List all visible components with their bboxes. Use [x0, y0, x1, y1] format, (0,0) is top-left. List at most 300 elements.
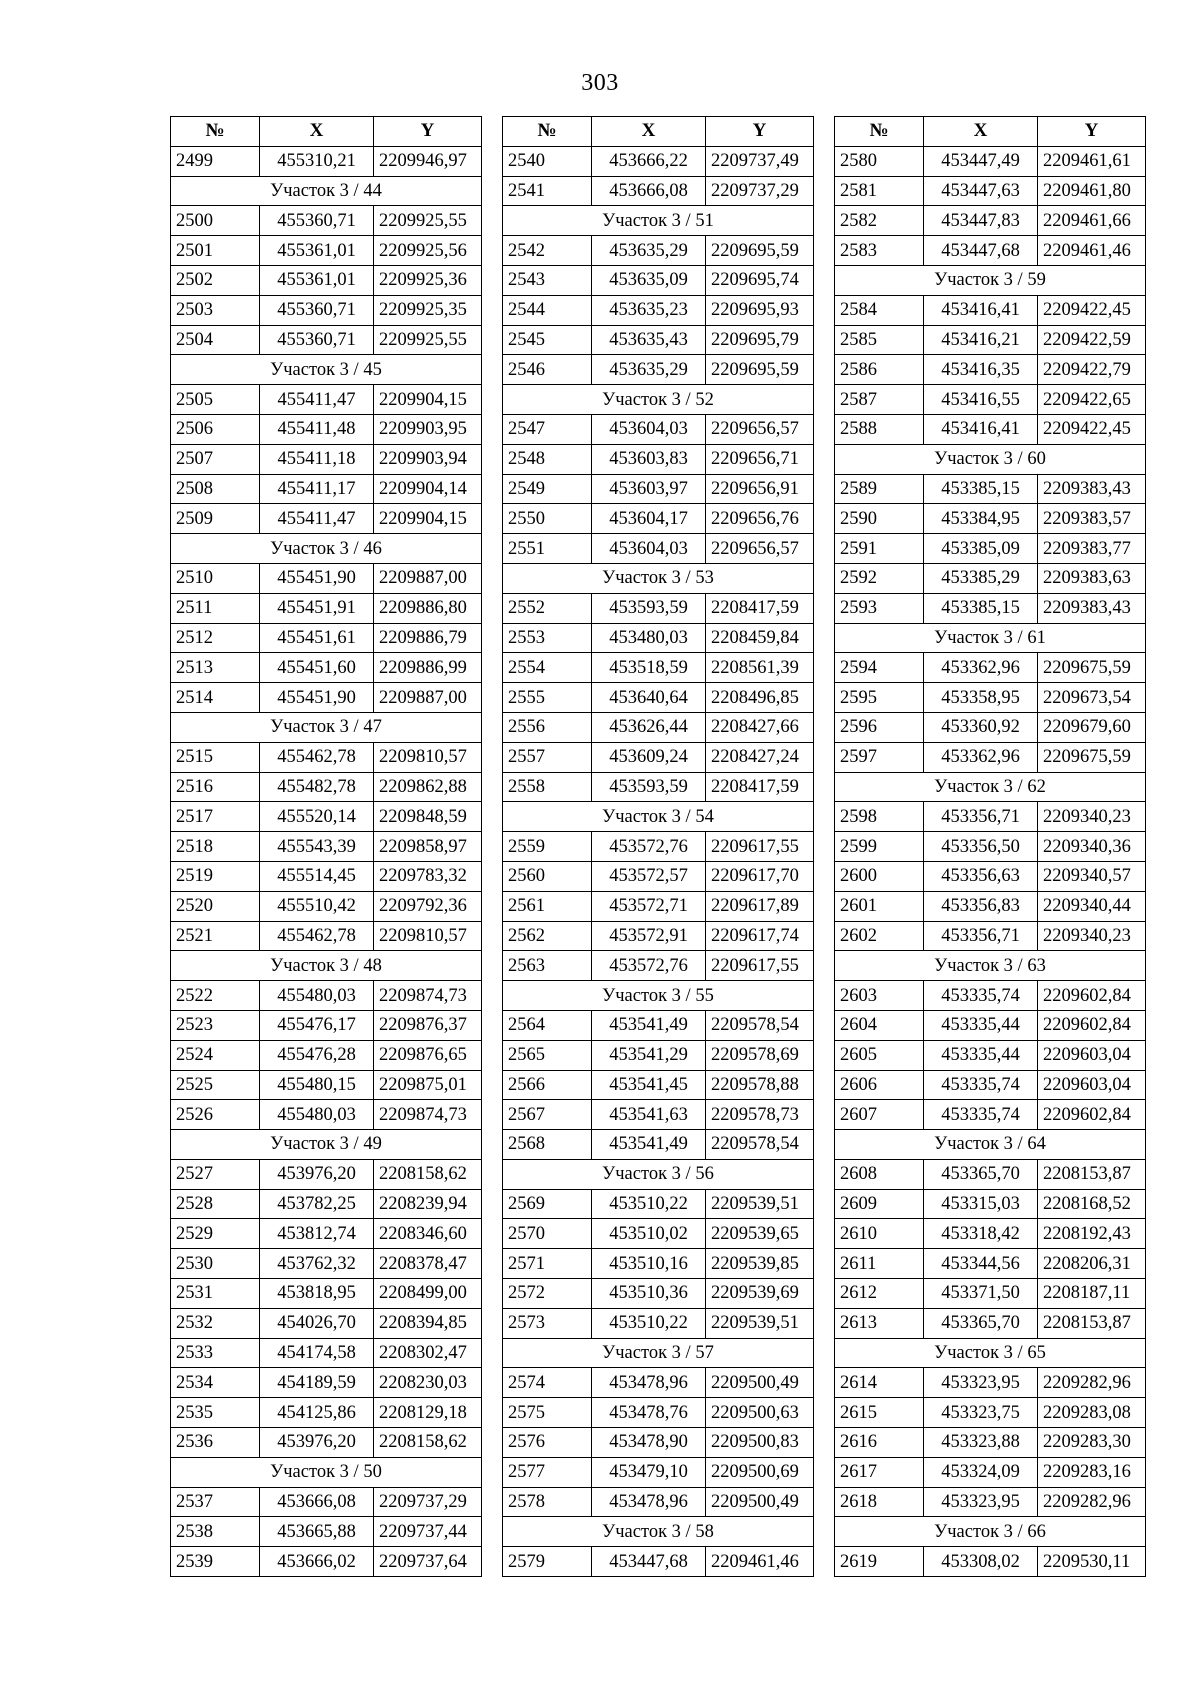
y-coordinate: 2208302,47 — [374, 1338, 482, 1368]
x-coordinate: 453635,23 — [592, 295, 706, 325]
table-row — [835, 1308, 1146, 1338]
x-coordinate: 453604,03 — [592, 414, 706, 444]
y-coordinate: 2209946,97 — [374, 146, 482, 176]
point-number: 2517 — [171, 802, 260, 832]
x-coordinate: 453782,25 — [260, 1189, 374, 1219]
y-coordinate: 2209283,08 — [1038, 1398, 1146, 1428]
y-coordinate: 2209925,55 — [374, 206, 482, 236]
point-number: 2614 — [835, 1368, 924, 1398]
point-number: 2504 — [171, 325, 260, 355]
y-coordinate: 2208378,47 — [374, 1249, 482, 1279]
x-coordinate: 454174,58 — [260, 1338, 374, 1368]
point-number: 2530 — [171, 1249, 260, 1279]
table-row — [503, 1368, 814, 1398]
y-coordinate: 2209656,91 — [706, 474, 814, 504]
x-coordinate: 455361,01 — [260, 265, 374, 295]
x-coordinate: 453447,83 — [924, 206, 1038, 236]
point-number: 2508 — [171, 474, 260, 504]
point-number: 2573 — [503, 1308, 592, 1338]
y-coordinate: 2209383,57 — [1038, 504, 1146, 534]
table-row — [171, 444, 482, 474]
point-number: 2523 — [171, 1010, 260, 1040]
x-coordinate: 453626,44 — [592, 712, 706, 742]
header-y: Y — [374, 117, 482, 147]
y-coordinate: 2209602,84 — [1038, 1010, 1146, 1040]
y-coordinate: 2209539,51 — [706, 1308, 814, 1338]
point-number: 2594 — [835, 653, 924, 683]
point-number: 2510 — [171, 563, 260, 593]
y-coordinate: 2209578,88 — [706, 1070, 814, 1100]
section-title: Участок 3 / 44 — [171, 176, 482, 206]
table-row — [503, 1308, 814, 1338]
x-coordinate: 453635,43 — [592, 325, 706, 355]
x-coordinate: 455462,78 — [260, 742, 374, 772]
table-row — [171, 1249, 482, 1279]
section-row — [835, 772, 1146, 802]
point-number: 2579 — [503, 1547, 592, 1577]
section-title: Участок 3 / 52 — [503, 385, 814, 415]
table-row — [171, 385, 482, 415]
y-coordinate: 2209886,80 — [374, 593, 482, 623]
y-coordinate: 2208499,00 — [374, 1279, 482, 1309]
x-coordinate: 455360,71 — [260, 295, 374, 325]
point-number: 2553 — [503, 623, 592, 653]
y-coordinate: 2208187,11 — [1038, 1279, 1146, 1309]
point-number: 2600 — [835, 861, 924, 891]
point-number: 2532 — [171, 1308, 260, 1338]
y-coordinate: 2209461,46 — [1038, 236, 1146, 266]
y-coordinate: 2209500,83 — [706, 1428, 814, 1458]
x-coordinate: 454026,70 — [260, 1308, 374, 1338]
table-row — [171, 563, 482, 593]
table-row — [503, 742, 814, 772]
x-coordinate: 453812,74 — [260, 1219, 374, 1249]
table-row — [835, 802, 1146, 832]
section-row — [171, 951, 482, 981]
table-row — [503, 1010, 814, 1040]
x-coordinate: 455310,21 — [260, 146, 374, 176]
section-row — [503, 563, 814, 593]
y-coordinate: 2209617,74 — [706, 921, 814, 951]
point-number: 2514 — [171, 683, 260, 713]
point-number: 2518 — [171, 832, 260, 862]
point-number: 2571 — [503, 1249, 592, 1279]
table-row — [503, 1249, 814, 1279]
y-coordinate: 2209340,23 — [1038, 802, 1146, 832]
section-row — [503, 1517, 814, 1547]
table-row — [171, 742, 482, 772]
point-number: 2560 — [503, 861, 592, 891]
y-coordinate: 2209810,57 — [374, 921, 482, 951]
table-header-row — [171, 117, 482, 147]
section-row — [835, 1517, 1146, 1547]
table-row — [171, 265, 482, 295]
y-coordinate: 2209461,66 — [1038, 206, 1146, 236]
x-coordinate: 453593,59 — [592, 772, 706, 802]
table-row — [171, 1279, 482, 1309]
point-number: 2613 — [835, 1308, 924, 1338]
table-row — [171, 683, 482, 713]
table-row — [171, 802, 482, 832]
table-row — [503, 474, 814, 504]
y-coordinate: 2208158,62 — [374, 1428, 482, 1458]
point-number: 2548 — [503, 444, 592, 474]
point-number: 2503 — [171, 295, 260, 325]
y-coordinate: 2209422,45 — [1038, 414, 1146, 444]
table-row — [835, 1219, 1146, 1249]
y-coordinate: 2209603,04 — [1038, 1040, 1146, 1070]
x-coordinate: 453447,68 — [592, 1547, 706, 1577]
point-number: 2575 — [503, 1398, 592, 1428]
x-coordinate: 453356,83 — [924, 891, 1038, 921]
x-coordinate: 453416,41 — [924, 295, 1038, 325]
table-row — [835, 146, 1146, 176]
section-row — [835, 265, 1146, 295]
x-coordinate: 455476,28 — [260, 1040, 374, 1070]
table-row — [835, 712, 1146, 742]
point-number: 2551 — [503, 534, 592, 564]
x-coordinate: 455360,71 — [260, 325, 374, 355]
table-row — [171, 1368, 482, 1398]
y-coordinate: 2208459,84 — [706, 623, 814, 653]
point-number: 2588 — [835, 414, 924, 444]
x-coordinate: 453385,29 — [924, 563, 1038, 593]
x-coordinate: 455411,17 — [260, 474, 374, 504]
y-coordinate: 2209874,73 — [374, 1100, 482, 1130]
x-coordinate: 455520,14 — [260, 802, 374, 832]
point-number: 2499 — [171, 146, 260, 176]
y-coordinate: 2208417,59 — [706, 772, 814, 802]
table-row — [503, 1040, 814, 1070]
y-coordinate: 2209737,44 — [374, 1517, 482, 1547]
point-number: 2615 — [835, 1398, 924, 1428]
x-coordinate: 453572,71 — [592, 891, 706, 921]
x-coordinate: 453572,57 — [592, 861, 706, 891]
x-coordinate: 453572,76 — [592, 832, 706, 862]
x-coordinate: 453447,49 — [924, 146, 1038, 176]
section-row — [171, 534, 482, 564]
point-number: 2511 — [171, 593, 260, 623]
x-coordinate: 453666,08 — [592, 176, 706, 206]
x-coordinate: 453478,90 — [592, 1428, 706, 1458]
point-number: 2610 — [835, 1219, 924, 1249]
point-number: 2584 — [835, 295, 924, 325]
y-coordinate: 2209903,95 — [374, 414, 482, 444]
x-coordinate: 453666,08 — [260, 1487, 374, 1517]
y-coordinate: 2209603,04 — [1038, 1070, 1146, 1100]
y-coordinate: 2208158,62 — [374, 1159, 482, 1189]
y-coordinate: 2209282,96 — [1038, 1368, 1146, 1398]
table-row — [835, 1070, 1146, 1100]
y-coordinate: 2209695,93 — [706, 295, 814, 325]
x-coordinate: 453447,68 — [924, 236, 1038, 266]
y-coordinate: 2209340,57 — [1038, 861, 1146, 891]
y-coordinate: 2209695,59 — [706, 355, 814, 385]
section-row — [503, 385, 814, 415]
point-number: 2592 — [835, 563, 924, 593]
x-coordinate: 455510,42 — [260, 891, 374, 921]
x-coordinate: 453666,02 — [260, 1547, 374, 1577]
table-row — [171, 891, 482, 921]
y-coordinate: 2209500,49 — [706, 1487, 814, 1517]
point-number: 2604 — [835, 1010, 924, 1040]
table-row — [503, 683, 814, 713]
table-row — [503, 1457, 814, 1487]
table-row — [835, 832, 1146, 862]
point-number: 2562 — [503, 921, 592, 951]
table-row — [171, 1100, 482, 1130]
y-coordinate: 2208427,66 — [706, 712, 814, 742]
point-number: 2569 — [503, 1189, 592, 1219]
header-x: X — [924, 117, 1038, 147]
y-coordinate: 2209602,84 — [1038, 981, 1146, 1011]
x-coordinate: 453416,21 — [924, 325, 1038, 355]
x-coordinate: 455360,71 — [260, 206, 374, 236]
y-coordinate: 2209383,77 — [1038, 534, 1146, 564]
y-coordinate: 2208346,60 — [374, 1219, 482, 1249]
y-coordinate: 2209904,15 — [374, 385, 482, 415]
x-coordinate: 453479,10 — [592, 1457, 706, 1487]
table-row — [171, 593, 482, 623]
y-coordinate: 2209539,69 — [706, 1279, 814, 1309]
y-coordinate: 2209617,70 — [706, 861, 814, 891]
y-coordinate: 2208239,94 — [374, 1189, 482, 1219]
point-number: 2526 — [171, 1100, 260, 1130]
x-coordinate: 453603,83 — [592, 444, 706, 474]
y-coordinate: 2209887,00 — [374, 563, 482, 593]
point-number: 2538 — [171, 1517, 260, 1547]
table-row — [171, 772, 482, 802]
x-coordinate: 455462,78 — [260, 921, 374, 951]
x-coordinate: 453510,16 — [592, 1249, 706, 1279]
point-number: 2568 — [503, 1130, 592, 1160]
point-number: 2606 — [835, 1070, 924, 1100]
y-coordinate: 2209530,11 — [1038, 1547, 1146, 1577]
x-coordinate: 453323,88 — [924, 1428, 1038, 1458]
x-coordinate: 453362,96 — [924, 653, 1038, 683]
point-number: 2582 — [835, 206, 924, 236]
section-title: Участок 3 / 63 — [835, 951, 1146, 981]
x-coordinate: 453478,96 — [592, 1368, 706, 1398]
table-row — [835, 1487, 1146, 1517]
table-row — [503, 534, 814, 564]
point-number: 2595 — [835, 683, 924, 713]
x-coordinate: 453362,96 — [924, 742, 1038, 772]
table-row — [171, 623, 482, 653]
x-coordinate: 455480,03 — [260, 1100, 374, 1130]
y-coordinate: 2209925,35 — [374, 295, 482, 325]
section-title: Участок 3 / 50 — [171, 1457, 482, 1487]
table-row — [835, 891, 1146, 921]
x-coordinate: 453323,95 — [924, 1368, 1038, 1398]
x-coordinate: 453541,45 — [592, 1070, 706, 1100]
y-coordinate: 2209887,00 — [374, 683, 482, 713]
y-coordinate: 2209886,99 — [374, 653, 482, 683]
section-row — [171, 712, 482, 742]
y-coordinate: 2209679,60 — [1038, 712, 1146, 742]
table-row — [503, 325, 814, 355]
header-x: X — [592, 117, 706, 147]
x-coordinate: 455411,47 — [260, 385, 374, 415]
point-number: 2599 — [835, 832, 924, 862]
x-coordinate: 453572,91 — [592, 921, 706, 951]
y-coordinate: 2209383,43 — [1038, 593, 1146, 623]
section-row — [503, 1159, 814, 1189]
x-coordinate: 453318,42 — [924, 1219, 1038, 1249]
y-coordinate: 2209617,55 — [706, 832, 814, 862]
table-row — [171, 832, 482, 862]
y-coordinate: 2208427,24 — [706, 742, 814, 772]
point-number: 2593 — [835, 593, 924, 623]
table-row — [835, 295, 1146, 325]
y-coordinate: 2209383,63 — [1038, 563, 1146, 593]
x-coordinate: 455480,03 — [260, 981, 374, 1011]
y-coordinate: 2209283,30 — [1038, 1428, 1146, 1458]
y-coordinate: 2209422,59 — [1038, 325, 1146, 355]
section-title: Участок 3 / 59 — [835, 265, 1146, 295]
x-coordinate: 453416,35 — [924, 355, 1038, 385]
y-coordinate: 2209461,46 — [706, 1547, 814, 1577]
section-row — [835, 1338, 1146, 1368]
y-coordinate: 2209461,80 — [1038, 176, 1146, 206]
x-coordinate: 453510,36 — [592, 1279, 706, 1309]
table-row — [503, 712, 814, 742]
table-row — [171, 1428, 482, 1458]
x-coordinate: 455514,45 — [260, 861, 374, 891]
x-coordinate: 455451,61 — [260, 623, 374, 653]
point-number: 2563 — [503, 951, 592, 981]
x-coordinate: 453609,24 — [592, 742, 706, 772]
table-row — [503, 1428, 814, 1458]
x-coordinate: 453335,74 — [924, 1070, 1038, 1100]
table-row — [835, 534, 1146, 564]
table-row — [835, 236, 1146, 266]
y-coordinate: 2208153,87 — [1038, 1308, 1146, 1338]
x-coordinate: 453635,29 — [592, 355, 706, 385]
table-row — [503, 265, 814, 295]
y-coordinate: 2209876,37 — [374, 1010, 482, 1040]
table-row — [503, 1398, 814, 1428]
point-number: 2577 — [503, 1457, 592, 1487]
y-coordinate: 2209602,84 — [1038, 1100, 1146, 1130]
point-number: 2521 — [171, 921, 260, 951]
x-coordinate: 453356,71 — [924, 921, 1038, 951]
table-row — [171, 474, 482, 504]
y-coordinate: 2209874,73 — [374, 981, 482, 1011]
y-coordinate: 2209675,59 — [1038, 653, 1146, 683]
point-number: 2601 — [835, 891, 924, 921]
table-row — [835, 921, 1146, 951]
header-x: X — [260, 117, 374, 147]
x-coordinate: 453541,49 — [592, 1130, 706, 1160]
point-number: 2545 — [503, 325, 592, 355]
table-row — [835, 1428, 1146, 1458]
section-row — [503, 802, 814, 832]
section-title: Участок 3 / 64 — [835, 1130, 1146, 1160]
x-coordinate: 453360,92 — [924, 712, 1038, 742]
point-number: 2552 — [503, 593, 592, 623]
y-coordinate: 2209925,56 — [374, 236, 482, 266]
point-number: 2531 — [171, 1279, 260, 1309]
y-coordinate: 2209656,57 — [706, 534, 814, 564]
section-title: Участок 3 / 56 — [503, 1159, 814, 1189]
point-number: 2576 — [503, 1428, 592, 1458]
point-number: 2598 — [835, 802, 924, 832]
section-title: Участок 3 / 58 — [503, 1517, 814, 1547]
section-title: Участок 3 / 65 — [835, 1338, 1146, 1368]
table-row — [171, 1398, 482, 1428]
y-coordinate: 2209848,59 — [374, 802, 482, 832]
table-row — [503, 921, 814, 951]
x-coordinate: 453640,64 — [592, 683, 706, 713]
table-row — [835, 1040, 1146, 1070]
section-title: Участок 3 / 51 — [503, 206, 814, 236]
point-number: 2618 — [835, 1487, 924, 1517]
y-coordinate: 2209904,14 — [374, 474, 482, 504]
table-row — [835, 355, 1146, 385]
table-row — [835, 1159, 1146, 1189]
x-coordinate: 453358,95 — [924, 683, 1038, 713]
page-number: 303 — [581, 70, 619, 96]
table-row — [503, 1487, 814, 1517]
point-number: 2547 — [503, 414, 592, 444]
table-row — [503, 295, 814, 325]
section-row — [835, 1130, 1146, 1160]
point-number: 2534 — [171, 1368, 260, 1398]
table-row — [835, 504, 1146, 534]
x-coordinate: 453510,02 — [592, 1219, 706, 1249]
point-number: 2619 — [835, 1547, 924, 1577]
table-row — [171, 1547, 482, 1577]
y-coordinate: 2209500,49 — [706, 1368, 814, 1398]
table-row — [835, 981, 1146, 1011]
x-coordinate: 453356,50 — [924, 832, 1038, 862]
point-number: 2567 — [503, 1100, 592, 1130]
point-number: 2513 — [171, 653, 260, 683]
x-coordinate: 453635,09 — [592, 265, 706, 295]
point-number: 2541 — [503, 176, 592, 206]
point-number: 2522 — [171, 981, 260, 1011]
y-coordinate: 2209673,54 — [1038, 683, 1146, 713]
point-number: 2505 — [171, 385, 260, 415]
point-number: 2529 — [171, 1219, 260, 1249]
y-coordinate: 2209656,71 — [706, 444, 814, 474]
point-number: 2608 — [835, 1159, 924, 1189]
section-title: Участок 3 / 66 — [835, 1517, 1146, 1547]
point-number: 2550 — [503, 504, 592, 534]
table-row — [835, 593, 1146, 623]
point-number: 2603 — [835, 981, 924, 1011]
table-row — [503, 444, 814, 474]
y-coordinate: 2208496,85 — [706, 683, 814, 713]
x-coordinate: 455476,17 — [260, 1010, 374, 1040]
x-coordinate: 453385,09 — [924, 534, 1038, 564]
table-row — [171, 1338, 482, 1368]
table-row — [835, 414, 1146, 444]
point-number: 2590 — [835, 504, 924, 534]
table-row — [171, 236, 482, 266]
x-coordinate: 453371,50 — [924, 1279, 1038, 1309]
y-coordinate: 2209340,23 — [1038, 921, 1146, 951]
point-number: 2536 — [171, 1428, 260, 1458]
section-title: Участок 3 / 55 — [503, 981, 814, 1011]
point-number: 2554 — [503, 653, 592, 683]
point-number: 2515 — [171, 742, 260, 772]
x-coordinate: 453510,22 — [592, 1308, 706, 1338]
y-coordinate: 2209578,54 — [706, 1010, 814, 1040]
point-number: 2546 — [503, 355, 592, 385]
point-number: 2607 — [835, 1100, 924, 1130]
